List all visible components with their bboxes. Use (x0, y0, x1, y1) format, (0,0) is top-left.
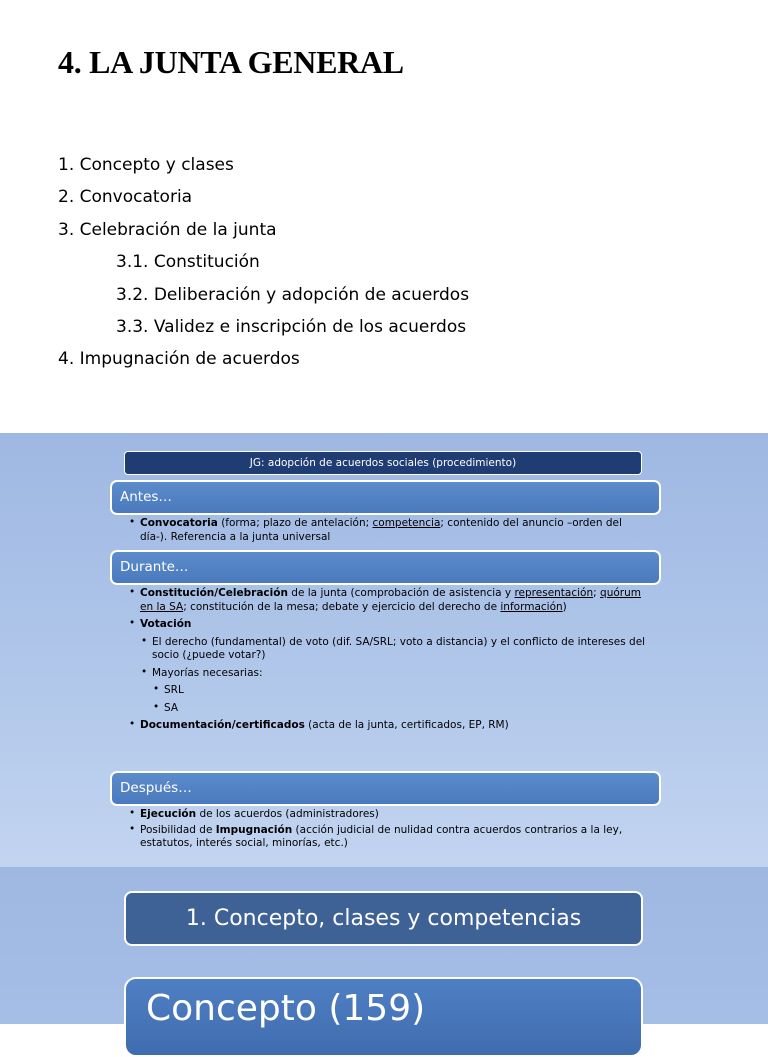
outline-subitem: 3.2. Deliberación y adopción de acuerdos (116, 284, 470, 305)
bullet-constitucion: • Constitución/Celebración de la junta (comprobación de asistencia y representación; quórum en la SA; constitución de la mesa; debate y ejercicio del derecho de información) (128, 587, 648, 614)
concepto-box: Concepto (159) (124, 977, 643, 1057)
slide-title: 4. LA JUNTA GENERAL (58, 44, 404, 80)
phase-despues: Después… (110, 771, 661, 806)
bullet-votacion: • Votación (128, 618, 648, 632)
outline-subitem: 3.3. Validez e inscripción de los acuerdos (116, 316, 467, 337)
outline-item: 1. Concepto y clases (58, 155, 234, 175)
bullet-srl: • SRL (152, 684, 648, 698)
section-title: 1. Concepto, clases y competencias (124, 891, 643, 946)
bullet-documentacion: • Documentación/certificados (acta de la junta, certificados, EP, RM) (128, 719, 648, 733)
procedure-header: JG: adopción de acuerdos sociales (procedimiento) (124, 451, 642, 475)
outline-subitem: 3.1. Constitución (116, 252, 260, 273)
bullet-derecho-voto: • El derecho (fundamental) de voto (dif. SA/SRL; voto a distancia) y el conflicto de intereses del socio (¿puede votar?) (140, 636, 648, 663)
outline-item: 4. Impugnación de acuerdos (58, 349, 300, 370)
durante-content (128, 587, 648, 733)
slide-concepto (0, 867, 768, 1029)
outline-list (58, 152, 469, 379)
bullet-convocatoria: • Convocatoria (forma; plazo de antelación; competencia; contenido del anuncio –orden del día-). Referencia a la junta universal (128, 517, 648, 544)
bullet-mayorias: • Mayorías necesarias: (140, 667, 648, 681)
bullet-impugnacion: • Posibilidad de Impugnación (acción judicial de nulidad contra acuerdos contrarios a la ley, estatutos, interés social, minorías, etc.) (128, 824, 648, 851)
phase-antes: Antes… (110, 480, 661, 515)
outline-item: 3. Celebración de la junta (58, 219, 277, 240)
antes-content (128, 517, 648, 544)
slide-procedure (0, 433, 768, 867)
slide-index (0, 0, 768, 433)
bullet-ejecucion: • Ejecución de los acuerdos (administradores) (128, 808, 648, 822)
despues-content (128, 808, 648, 851)
phase-durante: Durante… (110, 550, 661, 585)
outline-item: 2. Convocatoria (58, 187, 193, 208)
bullet-sa: • SA (152, 702, 648, 716)
